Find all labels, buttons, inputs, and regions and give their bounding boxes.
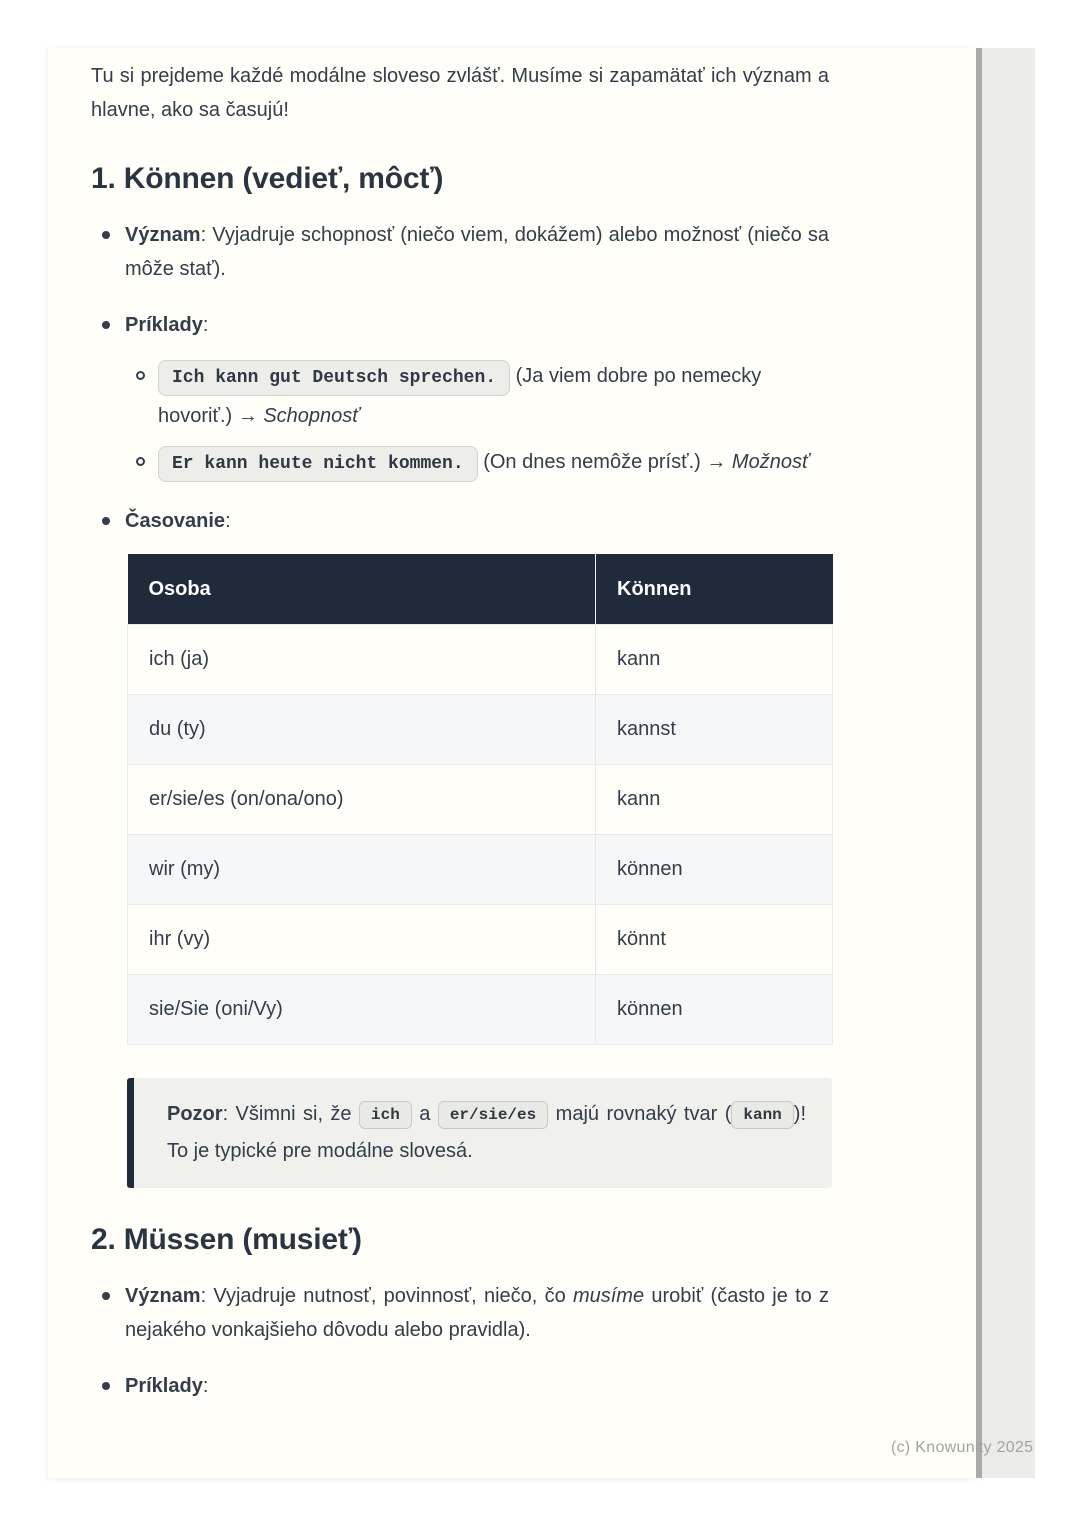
pozor-code-group	[725, 1103, 806, 1125]
table-cell-person: du (ty)	[128, 695, 596, 765]
table-header-konnen: Können	[596, 554, 833, 625]
pozor-label: Pozor	[167, 1103, 223, 1125]
example-translation: (On dnes nemôže prísť.) →	[477, 451, 732, 473]
bullet-circle-icon	[136, 457, 145, 466]
table-row	[128, 835, 833, 905]
pozor-text-3: majú rovnaký tvar	[548, 1103, 725, 1125]
section-1-heading: 1. Können (vedieť, môcť)	[91, 162, 444, 195]
page-side-panel	[976, 48, 1035, 1478]
table-row	[128, 975, 833, 1045]
example-item	[158, 356, 829, 436]
table-cell-form: kann	[596, 625, 833, 695]
pozor-text-2: a	[411, 1103, 438, 1125]
priklady-colon: :	[202, 1375, 209, 1397]
casovanie-label: Časovanie	[125, 510, 226, 532]
list-item-vyznam	[125, 218, 829, 286]
vyznam-label: Význam	[125, 224, 201, 246]
inline-code-chip: er/sie/es	[438, 1101, 548, 1129]
priklady-colon: :	[202, 314, 209, 336]
bullet-dot-icon	[102, 321, 110, 329]
pozor-text-5: To je typické pre modálne slovesá.	[167, 1140, 473, 1162]
table-row	[128, 765, 833, 835]
example-tag: Schopnosť	[263, 405, 360, 427]
bullet-dot-icon	[102, 231, 110, 239]
example-tag: Možnosť	[731, 451, 810, 473]
inline-code-chip: ich	[359, 1101, 412, 1129]
example-item	[158, 442, 829, 482]
vyznam-text-1: : Vyjadruje nutnosť, povinnosť, niečo, čo	[200, 1285, 573, 1307]
table-row	[128, 905, 833, 975]
list-item-priklady	[125, 308, 829, 482]
priklady-label: Príklady	[125, 314, 203, 336]
code-sample: Er kann heute nicht kommen.	[158, 446, 478, 482]
priklady-label: Príklady	[125, 1375, 203, 1397]
example-translation: (Ja viem dobre po nemecky hovoriť.) →	[158, 365, 762, 427]
table-cell-person: ich (ja)	[128, 625, 596, 695]
table-row	[128, 625, 833, 695]
vyznam-label: Význam	[125, 1285, 201, 1307]
table-header-osoba: Osoba	[128, 554, 596, 625]
section-2-bullet-list	[91, 1279, 829, 1403]
table-cell-form: können	[596, 975, 833, 1045]
table-cell-person: er/sie/es (on/ona/ono)	[128, 765, 596, 835]
pozor-callout	[127, 1078, 832, 1188]
table-cell-form: können	[596, 835, 833, 905]
table-cell-form: kannst	[596, 695, 833, 765]
inline-code-chip: kann	[731, 1101, 793, 1129]
pozor-text-1: : Všimni si, že	[222, 1103, 359, 1125]
table-cell-person: wir (my)	[128, 835, 596, 905]
conjugation-table	[127, 554, 833, 1045]
vyznam-text: : Vyjadruje schopnosť (niečo viem, dokážem) alebo možnosť (niečo sa môže stať).	[125, 224, 829, 280]
document-page	[48, 48, 976, 1478]
table-cell-form: kann	[596, 765, 833, 835]
examples-list	[125, 356, 829, 482]
casovanie-colon: :	[225, 510, 231, 532]
list-item-casovanie	[125, 504, 829, 538]
table-row	[128, 695, 833, 765]
section-1-bullet-list	[91, 218, 829, 538]
intro-paragraph: Tu si prejdeme každé modálne sloveso zvlášť. Musíme si zapamätať ich význam a hlavne, ako sa časujú!	[91, 65, 829, 121]
table-cell-person: ihr (vy)	[128, 905, 596, 975]
pozor-paren-open: (	[724, 1103, 732, 1125]
bullet-circle-icon	[136, 371, 145, 380]
bullet-dot-icon	[102, 1382, 110, 1390]
pozor-text-4: )!	[793, 1103, 806, 1125]
bullet-dot-icon	[102, 1292, 110, 1300]
vyznam-italic-word: musíme	[572, 1285, 645, 1307]
list-item-vyznam	[125, 1279, 829, 1347]
list-item-priklady	[125, 1369, 829, 1403]
table-cell-form: könnt	[596, 905, 833, 975]
table-header-row	[128, 554, 833, 625]
vyznam-text-2: urobiť (často je to z nejakého vonkajšieho dôvodu alebo pravidla).	[125, 1285, 829, 1341]
table-cell-person: sie/Sie (oni/Vy)	[128, 975, 596, 1045]
section-2-heading: 2. Müssen (musieť)	[91, 1223, 362, 1256]
code-sample: Ich kann gut Deutsch sprechen.	[158, 360, 510, 396]
watermark: (c) Knowunity 2025	[891, 1439, 1034, 1456]
bullet-dot-icon	[102, 517, 110, 525]
